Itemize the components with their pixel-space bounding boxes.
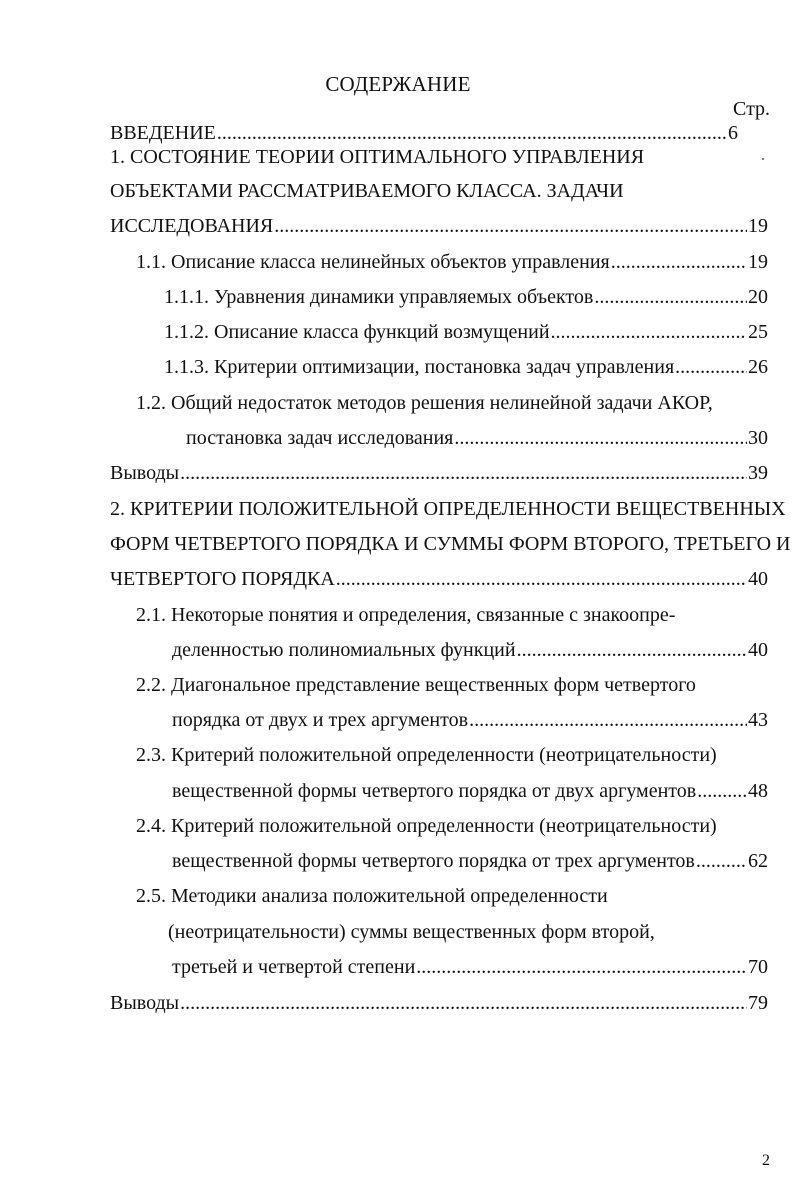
- toc-entry-section-2-3-line-2: [172, 776, 768, 806]
- toc-entry-text: 2.1. Некоторые понятия и определения, связанные с знакоопре-: [136, 604, 676, 626]
- toc-entry-section-1-1: [136, 247, 768, 277]
- toc-entry-text: ВВЕДЕНИЕ: [110, 122, 216, 144]
- toc-page-number: 26: [748, 356, 768, 378]
- page-number: 2: [762, 1152, 770, 1169]
- toc-entry-section-2-5-line-1: [136, 881, 608, 911]
- toc-leader-dots: [611, 247, 747, 277]
- toc-entry-text: 1.1.3. Критерии оптимизации, постановка задач управления: [164, 356, 675, 378]
- toc-entry-text: деленностью полиномиальных функций: [172, 639, 516, 661]
- toc-entry-chapter-2-line-1: [110, 494, 786, 524]
- page-title: СОДЕРЖАНИЕ: [325, 72, 471, 96]
- toc-entry-text: (неотрицательности) суммы вещественных форм второй,: [168, 921, 655, 943]
- toc-entry-text: вещественной формы четвертого порядка от трех аргументов: [172, 850, 695, 872]
- toc-leader-dots: [274, 211, 747, 241]
- toc-entry-text: 1.2. Общий недостаток методов решения нелинейной задачи АКОР,: [136, 392, 713, 414]
- toc-entry-text: 2. КРИТЕРИИ ПОЛОЖИТЕЛЬНОЙ ОПРЕДЕЛЕННОСТИ ВЕЩЕСТВЕННЫХ: [110, 498, 786, 520]
- toc-entry-text: 1. СОСТОЯНИЕ ТЕОРИИ ОПТИМАЛЬНОГО УПРАВЛЕНИЯ: [110, 146, 645, 168]
- toc-leader-dots: [469, 705, 747, 735]
- toc-page-number: 20: [748, 286, 768, 308]
- toc-entry-section-1-1-3: [164, 352, 768, 382]
- stray-dot-mark: [762, 158, 764, 160]
- toc-entry-text: ЧЕТВЕРТОГО ПОРЯДКА: [110, 568, 335, 590]
- toc-entry-text: Выводы: [110, 992, 180, 1014]
- toc-entry-text: третьей и четвертой степени: [172, 956, 416, 978]
- toc-leader-dots: [517, 635, 747, 665]
- toc-page-number: 40: [748, 568, 768, 590]
- toc-entry-text: постановка задач исследования: [186, 427, 454, 449]
- toc-entry-section-2-1-line-2: [172, 635, 768, 665]
- toc-leader-dots: [180, 458, 747, 488]
- toc-entry-text: Выводы: [110, 462, 180, 484]
- toc-entry-conclusions-2: [110, 988, 768, 1018]
- toc-entry-section-2-5-line-2: [168, 917, 655, 947]
- toc-page-number: 19: [748, 251, 768, 273]
- toc-entry-chapter-1-line-3: [110, 211, 768, 241]
- toc-page-number: 70: [748, 956, 768, 978]
- toc-page-number: 25: [748, 321, 768, 343]
- toc-leader-dots: [180, 988, 747, 1018]
- toc-entry-text: ОБЪЕКТАМИ РАССМАТРИВАЕМОГО КЛАССА. ЗАДАЧИ: [110, 180, 624, 202]
- toc-entry-section-2-4-line-1: [136, 811, 717, 841]
- toc-leader-dots: [697, 776, 747, 806]
- toc-page-number: 19: [748, 215, 768, 237]
- toc-entry-chapter-2-line-3: [110, 564, 768, 594]
- toc-entry-section-1-2-line-2: [186, 423, 768, 453]
- toc-entry-text: 1.1. Описание класса нелинейных объектов управления: [136, 251, 610, 273]
- page-column-label: Стр.: [733, 98, 771, 120]
- toc-entry-chapter-1-line-2: [110, 176, 624, 206]
- toc-entry-conclusions-1: [110, 458, 768, 488]
- toc-leader-dots: [416, 952, 747, 982]
- toc-entry-section-2-2-line-2: [172, 705, 768, 735]
- toc-entry-text: ИССЛЕДОВАНИЯ: [110, 215, 274, 237]
- toc-leader-dots: [454, 423, 747, 453]
- toc-entry-section-2-2-line-1: [136, 670, 696, 700]
- toc-entry-text: ФОРМ ЧЕТВЕРТОГО ПОРЯДКА И СУММЫ ФОРМ ВТОРОГО, ТРЕТЬЕГО И: [110, 533, 791, 555]
- toc-leader-dots: [551, 317, 747, 347]
- toc-entry-section-2-4-line-2: [172, 846, 768, 876]
- toc-entry-section-2-1-line-1: [136, 600, 675, 630]
- toc-page-number: 62: [748, 850, 768, 872]
- toc-entry-text: 1.1.1. Уравнения динамики управляемых объектов: [164, 286, 594, 308]
- toc-entry-section-1-1-2: [164, 317, 768, 347]
- toc-entry-text: порядка от двух и трех аргументов: [172, 709, 469, 731]
- toc-page-number: 39: [748, 462, 768, 484]
- toc-entry-text: 2.4. Критерий положительной определенности (неотрицательности): [136, 815, 717, 837]
- toc-leader-dots: [336, 564, 747, 594]
- toc-page-number: 6: [728, 122, 738, 144]
- toc-entry-text: 2.3. Критерий положительной определенности (неотрицательности): [136, 744, 717, 766]
- toc-entry-chapter-1-line-1: [110, 142, 644, 172]
- toc-entry-section-1-2-line-1: [136, 388, 713, 418]
- toc-entry-text: 2.2. Диагональное представление вещественных форм четвертого: [136, 674, 696, 696]
- toc-page-number: 43: [748, 709, 768, 731]
- toc-entry-section-2-3-line-1: [136, 740, 717, 770]
- toc-page-number: 40: [748, 639, 768, 661]
- toc-page-number: 30: [748, 427, 768, 449]
- toc-page-number: 48: [748, 780, 768, 802]
- toc-entry-section-2-5-line-3: [172, 952, 768, 982]
- toc-entry-text: 1.1.2. Описание класса функций возмущений: [164, 321, 550, 343]
- toc-leader-dots: [675, 352, 747, 382]
- toc-page-number: 79: [748, 992, 768, 1014]
- toc-entry-text: 2.5. Методики анализа положительной определенности: [136, 885, 608, 907]
- toc-leader-dots: [594, 282, 747, 312]
- toc-entry-chapter-2-line-2: [110, 529, 790, 559]
- toc-leader-dots: [696, 846, 747, 876]
- toc-entry-section-1-1-1: [164, 282, 768, 312]
- toc-entry-text: вещественной формы четвертого порядка от двух аргументов: [172, 780, 697, 802]
